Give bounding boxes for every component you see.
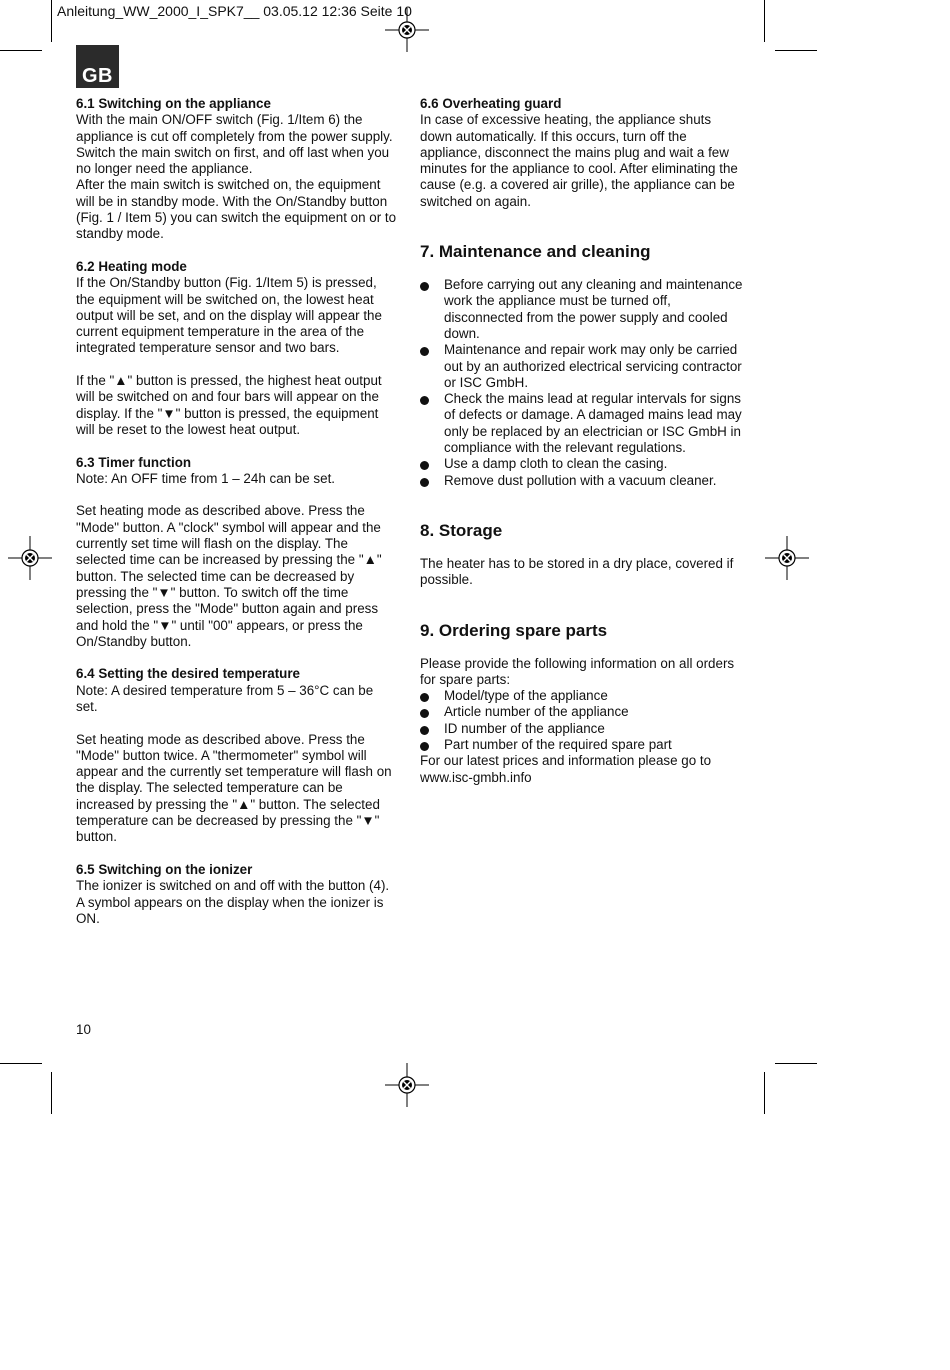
- list-item: Maintenance and repair work may only be carried out by an authorized electrical servicing contractor or ISC GmbH.: [420, 342, 745, 391]
- section-6-3-note: Note: An OFF time from 1 – 24h can be set.: [76, 470, 336, 486]
- section-6-1-title: 6.1 Switching on the appliance: [76, 96, 271, 111]
- section-6-4-title: 6.4 Setting the desired temperature: [76, 666, 300, 682]
- list-item: Use a damp cloth to clean the casing.: [420, 456, 745, 472]
- crop-mark-top-left-h: [0, 50, 42, 51]
- print-slug: Anleitung_WW_2000_I_SPK7__ 03.05.12 12:36 Seite 10: [57, 3, 412, 19]
- spare-parts-list: [420, 688, 745, 753]
- list-item: Remove dust pollution with a vacuum cleaner.: [420, 473, 745, 489]
- crop-mark-top-left-v: [51, 0, 52, 42]
- left-column: [76, 96, 398, 927]
- section-9-outro: For our latest prices and information please go to www.isc-gmbh.info: [420, 753, 712, 785]
- section-6-5-paragraph: The ionizer is switched on and off with the button (4). A symbol appears on the display when the ionizer is ON.: [76, 878, 390, 926]
- language-badge: GB: [76, 45, 119, 88]
- crop-mark-bottom-left-h: [0, 1063, 42, 1064]
- right-column: [420, 96, 745, 786]
- section-8-paragraph: The heater has to be stored in a dry place, covered if possible.: [420, 555, 734, 588]
- crop-mark-top-right-v: [764, 0, 765, 42]
- list-item: Model/type of the appliance: [420, 688, 745, 704]
- list-item: Before carrying out any cleaning and maintenance work the appliance must be turned off, disconnected from the power supply and cooled down.: [420, 277, 745, 342]
- section-6-1-paragraph-2: After the main switch is switched on, the equipment will be in standby mode. With the On/Standby button (Fig. 1 / Item 5) you can switch the equipment on or to standby mode.: [76, 177, 397, 242]
- crop-mark-top-right-h: [775, 50, 817, 51]
- maintenance-list: [420, 277, 745, 489]
- section-6-3-paragraph: Set heating mode as described above. Press the "Mode" button. A "clock" symbol will appear and the currently set time will flash on the display. The selected time can be increased by pressing the "▲" button. The selected time can be decreased by pressing the "▼" button. To switch off the time selection, press the "Mode" button again and press and hold the "▼" until "00" appears, or press the On/Standby button.: [76, 503, 382, 649]
- crop-mark-bottom-right-h: [775, 1063, 817, 1064]
- section-8-heading: 8. Storage: [420, 520, 503, 540]
- list-item: Part number of the required spare part: [420, 737, 745, 753]
- registration-mark-bottom-icon: [385, 1063, 429, 1107]
- section-6-5-title: 6.5 Switching on the ionizer: [76, 861, 253, 877]
- section-6-6-title: 6.6 Overheating guard: [420, 96, 562, 111]
- list-item: ID number of the appliance: [420, 721, 745, 737]
- section-6-1-paragraph-1: With the main ON/OFF switch (Fig. 1/Item 6) the appliance is cut off completely from the power supply. Switch the main switch on first, and off last when you no longer need the appliance.: [76, 112, 393, 177]
- list-item: Check the mains lead at regular intervals for signs of defects or damage. A damaged mains lead may only be replaced by an electrician or ISC GmbH in compliance with the relevant regulations.: [420, 391, 745, 456]
- section-6-4-paragraph: Set heating mode as described above. Press the "Mode" button twice. A "thermometer" symbol will appear and the currently set temperature will flash on the display. The selected temperature can be increased by pressing the "▲" button. The selected temperature can be decreased by pressing the "▼" button.: [76, 731, 392, 845]
- section-6-4-note: Note: A desired temperature from 5 – 36°C can be set.: [76, 682, 374, 714]
- section-6-3-title: 6.3 Timer function: [76, 454, 192, 470]
- section-6-2-paragraph-2: If the "▲" button is pressed, the highest heat output will be switched on and four bars will appear on the display. If the "▼" button is pressed, the equipment will be reset to the lowest heat output.: [76, 373, 382, 437]
- section-7-heading: 7. Maintenance and cleaning: [420, 242, 651, 262]
- section-6-2-paragraph-1: If the On/Standby button (Fig. 1/Item 5) is pressed, the equipment will be switched on, the lowest heat output will be set, and on the display will appear the current equipment temperature in the area of the integrated temperature sensor and two bars.: [76, 275, 382, 356]
- crop-mark-bottom-right-v: [764, 1072, 765, 1114]
- registration-mark-left-icon: [8, 536, 52, 580]
- registration-mark-top-icon: [385, 8, 429, 52]
- section-9-heading: 9. Ordering spare parts: [420, 620, 608, 640]
- section-6-2-title: 6.2 Heating mode: [76, 258, 187, 274]
- registration-mark-right-icon: [765, 536, 809, 580]
- crop-mark-bottom-left-v: [51, 1072, 52, 1114]
- list-item: Article number of the appliance: [420, 704, 745, 720]
- page-number: 10: [76, 1022, 91, 1037]
- section-9-intro: Please provide the following information on all orders for spare parts:: [420, 655, 735, 687]
- section-6-6-paragraph: In case of excessive heating, the appliance shuts down automatically. If this occurs, turn off the appliance, disconnect the mains plug and wait a few minutes for the appliance to cool. After eliminating the cause (e.g. a covered air grille), the appliance can be switched on again.: [420, 112, 738, 209]
